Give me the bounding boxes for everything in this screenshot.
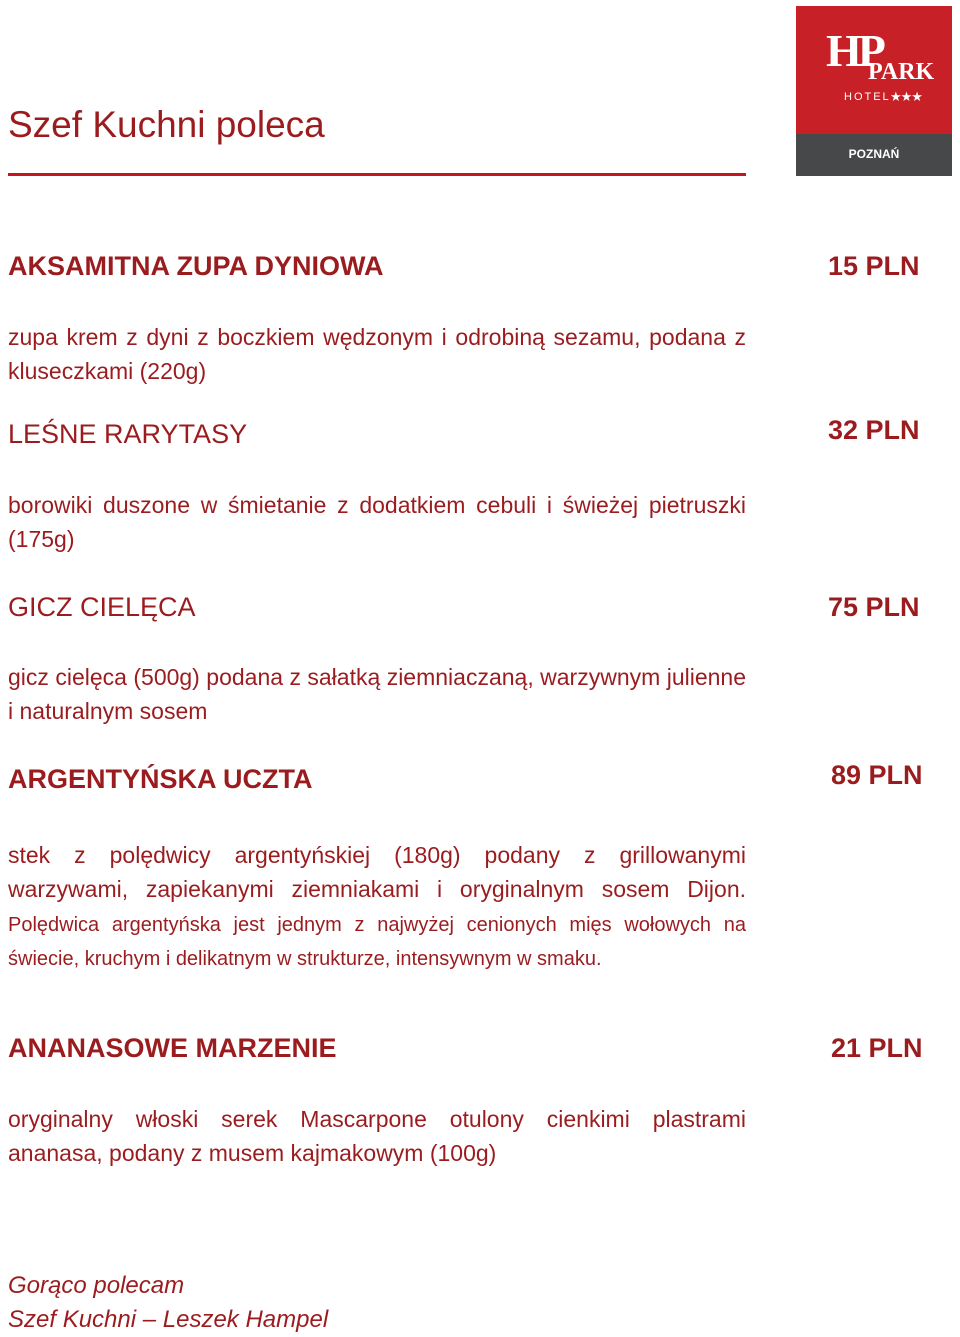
page-title: Szef Kuchni poleca [8,104,325,145]
dish-name-zupa: AKSAMITNA ZUPA DYNIOWA [8,251,384,281]
dish-price-gicz: 75 PLN [828,592,920,622]
dish-desc-marzenie: oryginalny włoski serek Mascarpone otulony cienkimi plastrami ananasa, podany z musem kajmakowym (100g) [8,1106,746,1166]
hotel-logo [796,6,952,176]
title-divider [8,173,746,176]
dish-note-uczta: Polędwica argentyńska jest jednym z najwyżej cenionych mięs wołowych na świecie, kruchym i delikatnym w strukturze, intensywnym w smaku. [8,914,746,970]
logo-brand: PARK [868,59,935,85]
dish-desc-rarytasy: borowiki duszone w śmietanie z dodatkiem cebuli i świeżej pietruszki (175g) [8,492,746,552]
logo-stars-icon: ★★★ [890,89,922,104]
signature-line-2: Szef Kuchni – Leszek Hampel [8,1306,329,1333]
dish-price-rarytasy: 32 PLN [828,415,920,445]
dish-desc-gicz: gicz cielęca (500g) podana z sałatką ziemniaczaną, warzywnym julienne i naturalnym sosem [8,664,746,724]
signature-line-1: Gorąco polecam [8,1272,185,1299]
dish-name-rarytasy: LEŚNE RARYTASY [8,419,248,449]
logo-red-panel [796,6,952,134]
dish-price-zupa: 15 PLN [828,251,920,281]
dish-name-gicz: GICZ CIELĘCA [8,592,196,622]
dish-price-marzenie: 21 PLN [831,1033,923,1063]
dish-name-uczta: ARGENTYŃSKA UCZTA [8,764,313,794]
dish-desc-uczta-block [8,838,746,974]
logo-mark: HP [826,25,882,76]
logo-sub: HOTEL [844,91,891,103]
dish-name-marzenie: ANANASOWE MARZENIE [8,1033,337,1063]
dish-desc-uczta: stek z polędwicy argentyńskiej (180g) podany z grillowanymi warzywami, zapiekanymi ziemniakami i oryginalnym sosem Dijon. [8,842,746,902]
logo-grey-panel [796,134,952,176]
logo-city: POZNAŃ [848,147,900,161]
dish-desc-zupa: zupa krem z dyni z boczkiem wędzonym i odrobiną sezamu, podana z kluseczkami (220g) [8,324,746,384]
dish-price-uczta: 89 PLN [831,760,923,790]
